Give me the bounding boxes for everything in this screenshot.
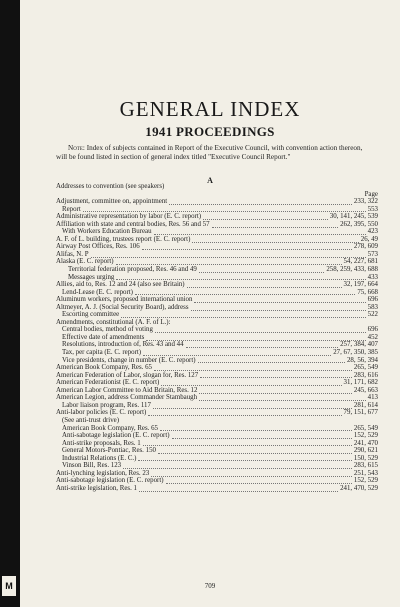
index-entry [56, 198, 378, 206]
entry-pages: 251, 543 [353, 469, 378, 477]
entry-pages: 152, 529 [353, 432, 378, 440]
leader-dots [172, 433, 352, 439]
entry-pages: 696 [367, 296, 378, 304]
entry-pages: 283, 615 [353, 462, 378, 470]
leader-dots [154, 365, 352, 371]
entry-text: Anti-lynching legislation, Res. 23 [56, 469, 150, 477]
index-entry [56, 379, 378, 387]
entry-pages: 30, 141, 245, 539 [329, 213, 378, 221]
entry-text: Affiliation with state and central bodies, Res. 56 and 57 [56, 220, 210, 228]
entry-pages: 553 [367, 205, 378, 213]
index-entry [56, 326, 378, 334]
entry-text: Resolutions, introduction of, Res. 43 and 44 [62, 341, 184, 349]
index-entry [56, 236, 378, 244]
index-entry [56, 304, 378, 312]
entry-pages: 150, 529 [353, 454, 378, 462]
leader-dots [199, 388, 351, 394]
leader-dots [135, 289, 355, 295]
page-subtitle: 1941 PROCEEDINGS [145, 124, 275, 139]
index-entry [56, 289, 378, 297]
entry-text: Allies, aid to, Res. 12 and 24 (also see Britain) [56, 281, 185, 289]
entry-pages: 278, 609 [353, 243, 378, 251]
index-entry [56, 364, 378, 372]
note-label: Note: [68, 144, 85, 152]
leader-dots [91, 252, 366, 258]
entry-text: Alaska (E. C. report) [56, 258, 114, 266]
leader-dots [203, 214, 328, 220]
leader-dots [116, 259, 342, 265]
entry-pages: 241, 470 [353, 439, 378, 447]
scan-left-edge [0, 0, 20, 607]
entry-pages: 452 [367, 333, 378, 341]
entry-text: General Motors-Pontiac, Res. 150 [62, 447, 156, 455]
index-entry [56, 258, 378, 266]
entry-text: American Legion, address Commander Stambaugh [56, 394, 198, 402]
entry-pages: 696 [367, 326, 378, 334]
entry-text: Airway Post Offices, Res. 106 [56, 243, 140, 251]
page-column-header [56, 191, 378, 199]
index-entry [56, 281, 378, 289]
leader-dots [153, 403, 352, 409]
index-entry [56, 357, 378, 365]
leader-dots [139, 486, 338, 492]
page-title: GENERAL INDEX [119, 97, 301, 121]
entry-pages: 265, 549 [353, 364, 378, 372]
entry-pages: 281, 614 [353, 401, 378, 409]
entry-text: American Labor Committee to Aid Britain, Res. 12 [56, 386, 198, 394]
index-entry [56, 462, 378, 470]
index-entry [56, 409, 378, 417]
leader-dots [83, 206, 366, 212]
leader-dots [148, 410, 341, 416]
entry-text: A. F. of L. building, trustees report (E. C. report) [56, 235, 191, 243]
index-entry [56, 296, 378, 304]
index-entry [56, 394, 378, 402]
entry-text: American Book Company, Res. 65 [56, 364, 153, 372]
index-entry [56, 243, 378, 251]
entry-text: With Workers Education Bureau [62, 228, 152, 236]
index-entry [56, 319, 378, 327]
entry-text: Tax, per capita (E. C. report) [62, 349, 142, 357]
entry-pages: 262, 395, 550 [340, 220, 378, 228]
leader-dots [146, 335, 365, 341]
index-entry [56, 455, 378, 463]
leader-dots [123, 463, 352, 469]
leader-dots [155, 327, 366, 333]
index-entry [56, 221, 378, 229]
entry-text: Page [364, 190, 378, 198]
leader-dots [199, 395, 366, 401]
index-entry [56, 417, 378, 425]
leader-dots [161, 380, 341, 386]
page-number: 709 [204, 582, 216, 590]
entry-text: Alifas, N. P [56, 250, 89, 258]
entry-pages: 265, 549 [353, 424, 378, 432]
index-entry [56, 228, 378, 236]
entry-text: Escorting committee [62, 311, 120, 319]
leader-dots [169, 199, 352, 205]
entry-text: Anti-strike legislation, Res. 1 [56, 484, 137, 492]
index-entry [56, 470, 378, 478]
entry-pages: 241, 470, 529 [340, 484, 378, 492]
entry-text: American Federationist (E. C. report) [56, 379, 160, 387]
entry-pages: 522 [367, 311, 378, 319]
leader-dots [121, 312, 365, 318]
entry-text: Administrative representation by labor (E. C. report) [56, 213, 202, 221]
index-entry [56, 266, 378, 274]
entry-pages: 258, 259, 433, 688 [326, 266, 378, 274]
index-entry [56, 311, 378, 319]
entry-text: Messages urging [68, 273, 115, 281]
leader-dots [191, 305, 366, 311]
entry-pages: 79, 151, 677 [343, 409, 378, 417]
entry-pages: 423 [367, 228, 378, 236]
index-entry [56, 183, 378, 191]
index-entry [56, 334, 378, 342]
entry-pages: 413 [367, 394, 378, 402]
leader-dots [212, 222, 339, 228]
index-entry [56, 432, 378, 440]
leader-dots [116, 274, 365, 280]
leader-dots [198, 357, 345, 363]
index-entry [56, 425, 378, 433]
index-entry [56, 372, 378, 380]
entry-text: Lend-Lease (E. C. report) [62, 288, 133, 296]
entry-text: American Book Company, Res. 65 [62, 424, 159, 432]
leader-dots [142, 244, 352, 250]
entry-text: Anti-strike proposals, Res. 1 [62, 439, 141, 447]
entry-text: Addresses to convention (see speakers) [56, 183, 165, 190]
entry-text: Anti-sabotage legislation (E. C. report) [56, 477, 164, 485]
entry-text: Industrial Relations (E. C.) [62, 454, 137, 462]
leader-dots [186, 342, 339, 348]
entry-pages: 152, 529 [353, 477, 378, 485]
entry-pages: 245, 663 [353, 386, 378, 394]
index-entry [56, 213, 378, 221]
index-entry [56, 387, 378, 395]
note-text: Index of subjects contained in Report of the Executive Council, with convention action thereon, will be found listed in section of general index titled "Executive Council Report." [56, 144, 363, 161]
entry-text: Anti-labor policies (E. C. report) [56, 409, 147, 417]
index-entry [56, 440, 378, 448]
index-entry [56, 485, 378, 493]
leader-dots [187, 282, 342, 288]
index-entry [56, 251, 378, 259]
entry-text: Central bodies, method of voting [62, 326, 153, 334]
entry-text: Territorial federation proposed, Res. 46 and 49 [68, 266, 197, 274]
leader-dots [160, 425, 352, 431]
index-entry [56, 206, 378, 214]
entry-pages: 26, 49 [360, 235, 378, 243]
index-entry-list [56, 183, 378, 492]
entry-text: (See anti-trust drive) [62, 416, 120, 424]
index-note [56, 144, 371, 162]
leader-dots [138, 455, 351, 461]
leader-dots [200, 372, 352, 378]
index-entry [56, 349, 378, 357]
entry-pages: 31, 171, 682 [343, 379, 378, 387]
entry-pages: 433 [367, 273, 378, 281]
leader-dots [158, 448, 352, 454]
leader-dots [151, 471, 352, 477]
entry-text: Labor liaison program, Res. 117 [62, 401, 151, 409]
entry-text: Adjustment, committee on, appointment [56, 198, 168, 206]
entry-pages: 27, 67, 350, 385 [333, 349, 378, 357]
leader-dots [143, 440, 352, 446]
entry-text: Anti-sabotage legislation (E. C. report) [62, 432, 170, 440]
index-entry [56, 341, 378, 349]
leader-dots [154, 229, 366, 235]
leader-dots [166, 478, 352, 484]
entry-pages: 257, 384, 407 [340, 341, 378, 349]
entry-pages: 283, 616 [353, 371, 378, 379]
entry-pages: 32, 197, 664 [343, 281, 378, 289]
entry-text: Vinson Bill, Res. 123 [62, 462, 122, 470]
entry-pages: 573 [367, 250, 378, 258]
entry-pages: 583 [367, 303, 378, 311]
index-entry [56, 477, 378, 485]
entry-text: Aluminum workers, proposed international union [56, 296, 193, 304]
entry-text: Effective date of amendments [62, 333, 145, 341]
entry-pages: 75, 668 [357, 288, 378, 296]
section-letter: A [207, 176, 213, 185]
entry-pages: 28, 56, 394 [346, 356, 378, 364]
index-page [20, 0, 400, 607]
index-entry [56, 274, 378, 282]
index-entry [56, 447, 378, 455]
entry-pages: 233, 322 [353, 198, 378, 206]
leader-dots [143, 350, 331, 356]
entry-pages: 54, 227, 681 [343, 258, 378, 266]
entry-text: Amendments, constitutional (A. F. of L.): [56, 318, 171, 326]
index-entry [56, 402, 378, 410]
edge-mark: M [2, 576, 16, 596]
entry-text: Altmeyer, A. J. (Social Security Board), address [56, 303, 189, 311]
leader-dots [192, 237, 358, 243]
entry-text: American Federation of Labor, slogan for, Res. 127 [56, 371, 199, 379]
entry-text: Report [62, 205, 81, 213]
leader-dots [194, 297, 365, 303]
leader-dots [199, 267, 324, 273]
entry-pages: 290, 621 [353, 447, 378, 455]
entry-text: Vice presidents, change in number (E. C. report) [62, 356, 196, 364]
